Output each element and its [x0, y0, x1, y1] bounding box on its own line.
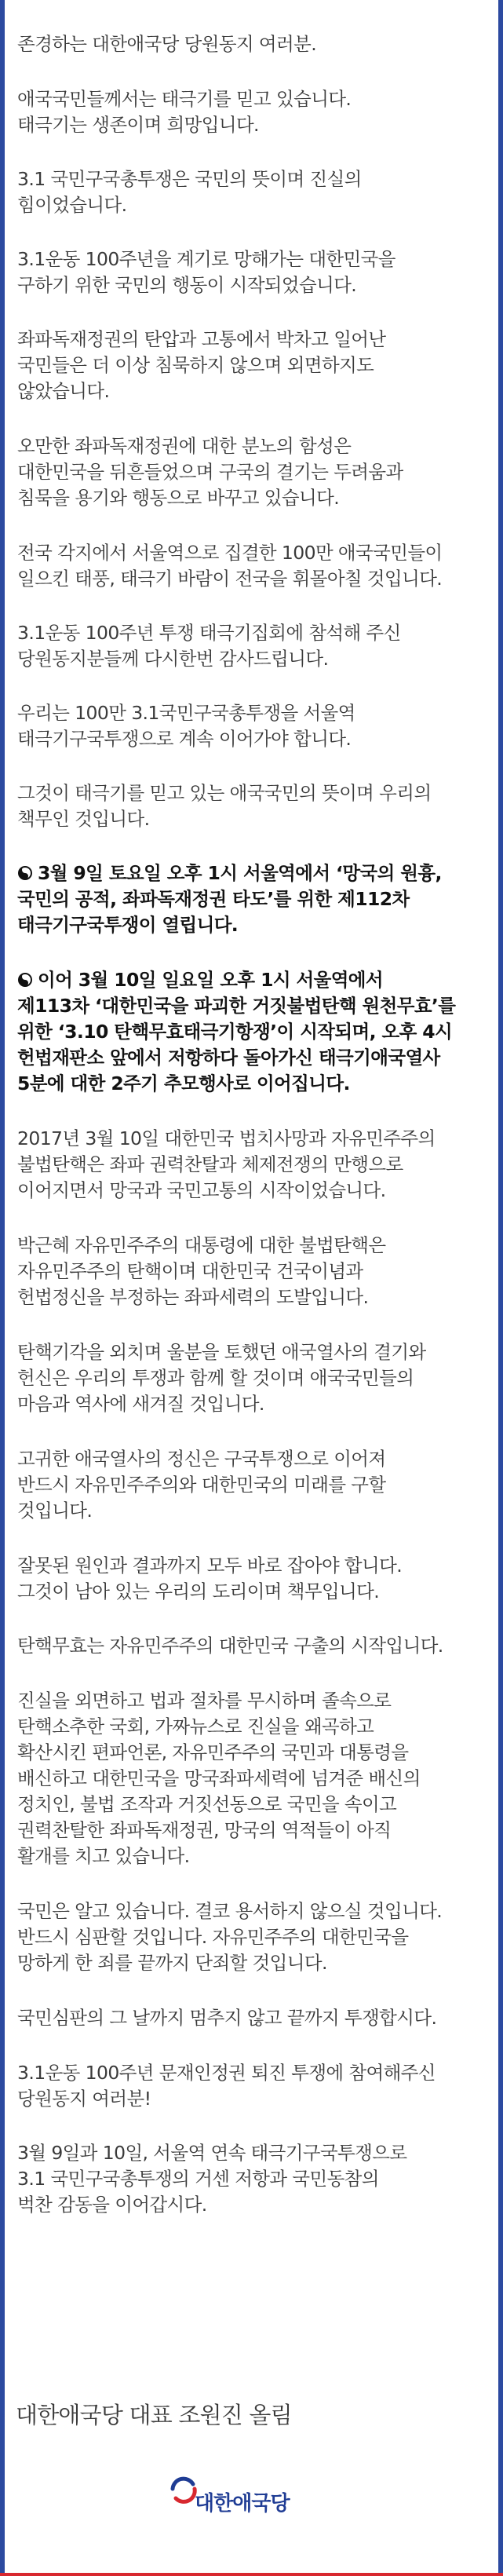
- line-text: 헌신은 우리의 투쟁과 함께 할 것이며 애국국민들의: [17, 1367, 414, 1389]
- paragraph-line: [17, 2060, 436, 2086]
- line-text: 이어지면서 망국과 국민고통의 시작이었습니다.: [17, 1179, 386, 1201]
- paragraph-line: [17, 485, 403, 511]
- line-text: 침묵을 용기와 행동으로 바꾸고 있습니다.: [17, 487, 340, 509]
- line-text: 우리는 100만 3.1국민구국총투쟁을 서울역: [17, 702, 355, 724]
- paragraph-line: [17, 1714, 421, 1740]
- paragraph-line: [17, 540, 443, 566]
- paragraph-line: [17, 192, 362, 218]
- paragraph-line: [17, 86, 351, 112]
- line-text: 반드시 심판할 것입니다. 자유민주주의 대한민국을: [17, 1926, 409, 1948]
- circle-bullet-icon: [17, 972, 33, 988]
- left-border: [0, 0, 5, 2576]
- paragraph-line: [17, 2086, 436, 2112]
- paragraph-line: [17, 1898, 442, 1924]
- paragraph-line: [17, 700, 355, 726]
- line-text: 당원동지 여러분!: [17, 2088, 151, 2110]
- line-text: 반드시 자유민주주의와 대한민국의 미래를 구할: [17, 1474, 386, 1496]
- paragraph: [17, 2060, 436, 2112]
- paragraph-line: [17, 459, 403, 485]
- paragraph: [17, 1633, 443, 1659]
- paragraph-line: [17, 1950, 442, 1976]
- paragraph-line: [17, 1924, 442, 1950]
- line-text: 3.1 국민구국총투쟁의 거센 저항과 국민동참의: [17, 2168, 379, 2190]
- line-text: 활개를 치고 있습니다.: [17, 1845, 190, 1867]
- line-text: 당원동지분들께 다시한번 감사드립니다.: [17, 648, 329, 670]
- paragraph: [17, 780, 431, 832]
- line-text: 것입니다.: [17, 1500, 93, 1522]
- bottom-border: [0, 2573, 503, 2576]
- paragraph: [17, 433, 403, 511]
- line-text: 자유민주주의 탄핵이며 대한민국 건국이념과: [17, 1260, 363, 1282]
- paragraph-line: [17, 2192, 406, 2218]
- paragraph-line: [17, 166, 362, 192]
- paragraph-line: [17, 247, 395, 272]
- paragraph: [17, 700, 355, 752]
- paragraph-line: [17, 646, 401, 672]
- line-text: 않았습니다.: [17, 380, 110, 402]
- paragraph: [17, 620, 401, 672]
- paragraph-line: [17, 1126, 436, 1152]
- paragraph-line: [17, 1339, 426, 1365]
- line-text: 힘이었습니다.: [17, 194, 127, 216]
- line-text: 책무인 것입니다.: [17, 808, 150, 830]
- paragraph-line: [17, 806, 431, 832]
- line-text: 권력찬탈한 좌파독재정권, 망국의 역적들이 아직: [17, 1819, 392, 1841]
- paragraph-line: [17, 2005, 436, 2031]
- paragraph-line: [17, 1766, 421, 1792]
- line-text: 잘못된 원인과 결과까지 모두 바로 잡아야 합니다.: [17, 1555, 403, 1577]
- line-text: 탄핵기각을 외치며 울분을 토했던 애국열사의 결기와: [17, 1341, 426, 1363]
- paragraph: [17, 86, 351, 138]
- paragraph-line: [17, 726, 355, 752]
- line-text: 망하게 한 죄를 끝까지 단죄할 것입니다.: [17, 1952, 327, 1974]
- paragraph-line: [17, 31, 316, 57]
- line-text: 전국 각지에서 서울역으로 집결한 100만 애국국민들이: [17, 542, 443, 564]
- line-text: 이어 3월 10일 일요일 오후 1시 서울역에서: [38, 969, 384, 991]
- line-text: 벅찬 감동을 이어갑시다.: [17, 2194, 207, 2216]
- paragraph-line: [17, 620, 401, 646]
- line-text: 정치인, 불법 조작과 거짓선동으로 국민을 속이고: [17, 1793, 397, 1815]
- paragraph-line: [17, 1152, 436, 1178]
- line-text: 구하기 위한 국민의 행동이 시작되었습니다.: [17, 274, 357, 296]
- paragraph-line: [17, 1045, 455, 1071]
- line-text: 2017년 3월 10일 대한민국 법치사망과 자유민주주의: [17, 1127, 436, 1149]
- line-text: 일으킨 태풍, 태극기 바람이 전국을 휘몰아칠 것입니다.: [17, 568, 443, 590]
- paragraph: [17, 327, 386, 404]
- line-text: 대한민국을 뒤흔들었으며 구국의 결기는 두려움과: [17, 461, 403, 483]
- right-border: [498, 0, 503, 2576]
- line-text: 애국국민들께서는 태극기를 믿고 있습니다.: [17, 88, 352, 110]
- paragraph: [17, 1553, 402, 1605]
- line-text: 마음과 역사에 새겨질 것입니다.: [17, 1393, 264, 1415]
- paragraph: [17, 540, 443, 592]
- line-text: 박근혜 자유민주주의 대통령에 대한 불법탄핵은: [17, 1234, 386, 1256]
- logo-text: 대한애국당: [195, 2492, 290, 2516]
- paragraph-line: [17, 433, 403, 459]
- line-text: 국민심판의 그 날까지 멈추지 않고 끝까지 투쟁합시다.: [17, 2007, 437, 2029]
- paragraph: [17, 1233, 386, 1310]
- paragraph: [17, 860, 442, 938]
- paragraph-line: [17, 1633, 443, 1659]
- paragraph-line: [17, 272, 395, 298]
- paragraph-line: [17, 2166, 406, 2192]
- paragraph-line: [17, 1019, 455, 1045]
- paragraph: [17, 166, 362, 218]
- line-text: 국민의 공적, 좌파독재정권 타도’를 위한 제112차: [17, 888, 410, 910]
- paragraph-line: [17, 1843, 421, 1869]
- paragraph-line: [17, 327, 386, 353]
- paragraph-line: [17, 886, 442, 912]
- paragraph-line: [17, 353, 386, 378]
- line-text: 좌파독재정권의 탄압과 고통에서 박차고 일어난: [17, 328, 386, 350]
- paragraph: [17, 2140, 406, 2218]
- paragraph-line: [17, 1472, 386, 1498]
- line-text: 국민들은 더 이상 침묵하지 않으며 외면하지도: [17, 354, 374, 376]
- line-text: 탄핵소추한 국회, 가짜뉴스로 진실을 왜곡하고: [17, 1716, 374, 1737]
- line-text: 태극기구국투쟁이 열립니다.: [17, 914, 239, 936]
- circle-bullet-icon: [17, 865, 33, 881]
- paragraph-line: [17, 967, 455, 993]
- paragraph-line: [17, 1446, 386, 1472]
- line-text: 국민은 알고 있습니다. 결코 용서하지 않으실 것입니다.: [17, 1900, 443, 1922]
- line-text: 헌법재판소 앞에서 저항하다 돌아가신 태극기애국열사: [17, 1047, 440, 1069]
- line-text: 3.1운동 100주년을 계기로 망해가는 대한민국을: [17, 248, 395, 270]
- paragraph: [17, 967, 455, 1097]
- paragraph-line: [17, 1284, 386, 1310]
- paragraph-line: [17, 993, 455, 1019]
- line-text: 3.1운동 100주년 투쟁 태극기집회에 참석해 주신: [17, 622, 401, 644]
- line-text: 그것이 태극기를 믿고 있는 애국국민의 뜻이며 우리의: [17, 782, 432, 804]
- paragraph-line: [17, 1391, 426, 1417]
- paragraph-line: [17, 1688, 421, 1714]
- line-text: 제113차 ‘대한민국을 파괴한 거짓불법탄핵 원천무효’를: [17, 995, 456, 1017]
- paragraph: [17, 1339, 426, 1417]
- paragraph: [17, 31, 316, 57]
- line-text: 고귀한 애국열사의 정신은 구국투쟁으로 이어져: [17, 1448, 386, 1470]
- paragraph-line: [17, 1579, 402, 1605]
- line-text: 그것이 남아 있는 우리의 도리이며 책무입니다.: [17, 1580, 380, 1602]
- paragraph-line: [17, 780, 431, 806]
- paragraph-line: [17, 1233, 386, 1259]
- paragraph: [17, 1688, 421, 1869]
- line-text: 3월 9일과 10일, 서울역 연속 태극기구국투쟁으로: [17, 2142, 407, 2164]
- paragraph: [17, 247, 395, 298]
- paragraph-line: [17, 1178, 436, 1204]
- paragraph: [17, 1446, 386, 1524]
- party-logo: [168, 2472, 356, 2520]
- paragraph-line: [17, 1259, 386, 1284]
- paragraph-line: [17, 860, 442, 886]
- line-text: 오만한 좌파독재정권에 대한 분노의 함성은: [17, 435, 352, 457]
- line-text: 헌법정신을 부정하는 좌파세력의 도발입니다.: [17, 1286, 369, 1308]
- line-text: 탄핵무효는 자유민주주의 대한민국 구출의 시작입니다.: [17, 1635, 443, 1657]
- line-text: 3.1운동 100주년 문재인정권 퇴진 투쟁에 참여해주신: [17, 2062, 436, 2084]
- paragraph-line: [17, 1792, 421, 1818]
- line-text: 3월 9일 토요일 오후 1시 서울역에서 ‘망국의 원흉,: [38, 862, 442, 884]
- paragraph-line: [17, 912, 442, 938]
- paragraph-line: [17, 1740, 421, 1766]
- line-text: 불법탄핵은 좌파 권력찬탈과 체제전쟁의 만행으로: [17, 1153, 403, 1175]
- paragraph-line: [17, 566, 443, 592]
- paragraph: [17, 1126, 436, 1204]
- paragraph-line: [17, 1818, 421, 1843]
- paragraph-line: [17, 1498, 386, 1524]
- line-text: 위한 ‘3.10 탄핵무효태극기항쟁’이 시작되며, 오후 4시: [17, 1021, 453, 1043]
- signature: 대한애국당 대표 조원진 올림: [16, 2402, 292, 2428]
- line-text: 태극기구국투쟁으로 계속 이어가야 합니다.: [17, 728, 352, 750]
- paragraph-line: [17, 112, 351, 138]
- line-text: 확산시킨 편파언론, 자유민주주의 국민과 대통령을: [17, 1741, 409, 1763]
- line-text: 5분에 대한 2주기 추모행사로 이어집니다.: [17, 1072, 350, 1094]
- paragraph-line: [17, 1071, 455, 1097]
- line-text: 배신하고 대한민국을 망국좌파세력에 넘겨준 배신의: [17, 1767, 421, 1789]
- line-text: 태극기는 생존이며 희망입니다.: [17, 114, 259, 136]
- line-text: 3.1 국민구국총투쟁은 국민의 뜻이며 진실의: [17, 168, 362, 190]
- paragraph-line: [17, 1365, 426, 1391]
- line-text: 진실을 외면하고 법과 절차를 무시하며 졸속으로: [17, 1690, 392, 1712]
- paragraph: [17, 1898, 442, 1976]
- paragraph-line: [17, 1553, 402, 1579]
- line-text: 존경하는 대한애국당 당원동지 여러분.: [17, 33, 317, 55]
- paragraph: [17, 2005, 436, 2031]
- paragraph-line: [17, 2140, 406, 2166]
- paragraph-line: [17, 378, 386, 404]
